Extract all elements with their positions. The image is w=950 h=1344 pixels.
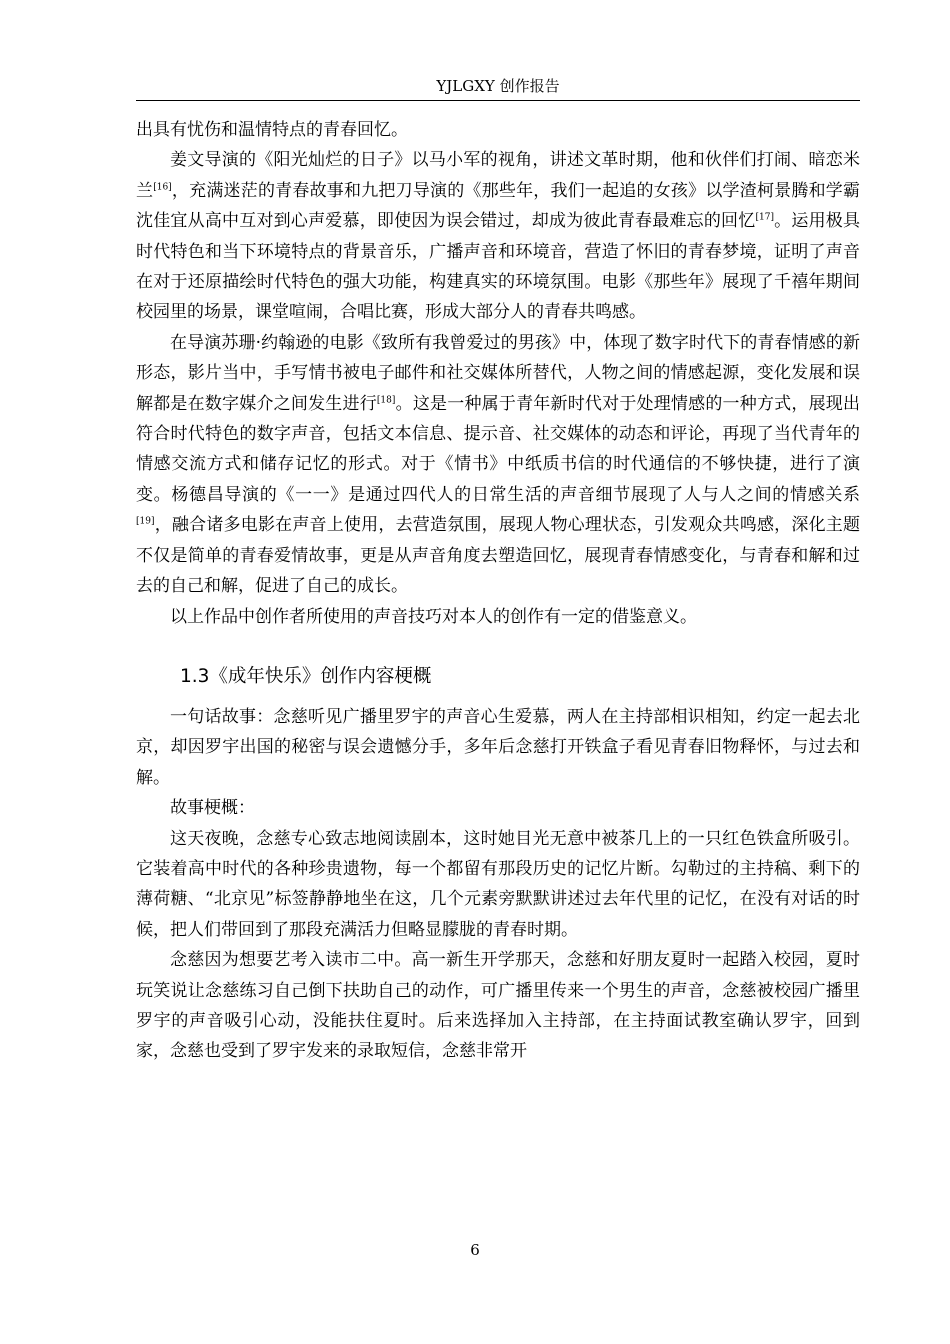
section-heading: 1.3《成年快乐》创作内容梗概 <box>180 665 432 687</box>
running-header: YJLGXY 创作报告 <box>436 77 560 95</box>
paragraph-text: 故事梗概： <box>170 798 255 819</box>
paragraph <box>136 145 860 327</box>
paragraph <box>136 328 860 602</box>
paragraph-text: 出具有忧伤和温情特点的青春回忆。 <box>136 120 408 140</box>
paragraph-text: 念慈因为想要艺考入读市二中。高一新生开学那天，念慈和好朋友夏时一起踏入校园，夏时玩笑说让念慈练习自己倒下扶助自己的动作，可广播里传来一个男生的声音，念慈被校园广播里罗宇的声音吸引心动，没能扶住夏时。后来选择加入主持部，在主持面试教室确认罗宇，回到家，念慈也受到了罗宇发来的录取短信，念慈非常开 <box>136 950 860 1062</box>
paragraph <box>136 945 860 1067</box>
citation-ref: [19] <box>136 516 155 527</box>
paragraph <box>136 115 860 145</box>
paragraph-text: 在导演苏珊·约翰逊的电影《致所有我曾爱过的男孩》中，体现了数字时代下的青春情感的新形态，影片当中，手写情书被电子邮件和社交媒体所替代，人物之间的情感起源，变化发展和误解都是在数字媒介之间发生进行 <box>136 332 860 414</box>
paragraph-text: ，充满迷茫的青春故事和九把刀导演的《那些年，我们一起追的女孩》以学渣柯景腾和学霸沈佳宜从高中互对到心声爱慕，即使因为误会错过，却成为彼此青春最难忘的回忆 <box>136 180 861 232</box>
paragraphs-after-section <box>136 702 860 1067</box>
paragraph-text: 这天夜晚，念慈专心致志地阅读剧本，这时她目光无意中被茶几上的一只红色铁盒所吸引。它装着高中时代的各种珍贵遗物，每一个都留有那段历史的记忆片断。勾勒过的主持稿、剩下的薄荷糖、“北京见”标签静静地坐在这，几个元素旁默默讲述过去年代里的记忆，在没有对话的时候，把人们带回到了那段充满活力但略显朦胧的青春时期。 <box>136 828 860 940</box>
paragraph-text: ，融合诸多电影在声音上使用，去营造氛围，展现人物心理状态，引发观众共鸣感，深化主题不仅是简单的青春爱情故事，更是从声音角度去塑造回忆，展现青春情感变化，与青春和解和过去的自己和解，促进了自己的成长。 <box>136 515 860 597</box>
paragraphs-before-section <box>136 115 860 632</box>
page-number: 6 <box>470 1241 480 1259</box>
paragraph-text: 。运用极具时代特色和当下环境特点的背景音乐，广播声音和环境音，营造了怀旧的青春梦境，证明了声音在对于还原描绘时代特色的强大功能，构建真实的环境氛围。电影《那些年》展现了千禧年期间校园里的场景，课堂喧闹，合唱比赛，形成大部分人的青春共鸣感。 <box>136 211 861 323</box>
document-body <box>136 115 860 1067</box>
paragraph <box>136 702 860 793</box>
paragraph <box>136 602 860 632</box>
citation-ref: [17] <box>755 212 774 223</box>
header-rule <box>136 100 860 101</box>
paragraph <box>136 793 860 823</box>
paragraph <box>136 824 860 946</box>
paragraph-text: 一句话故事：念慈听见广播里罗宇的声音心生爱慕，两人在主持部相识相知，约定一起去北京，却因罗宇出国的秘密与误会遗憾分手，多年后念慈打开铁盒子看见青春旧物释怀，与过去和解。 <box>136 706 860 788</box>
citation-ref: [16] <box>153 182 172 193</box>
paragraph-text: 。这是一种属于青年新时代对于处理情感的一种方式，展现出符合时代特色的数字声音，包括文本信息、提示音、社交媒体的动态和评论，再现了当代青年的情感交流方式和储存记忆的形式。对于《情书》中纸质书信的时代通信的不够快捷，进行了演变。杨德昌导演的《一一》是通过四代人的日常生活的声音细节展现了人与人之间的情感关系 <box>136 393 861 505</box>
paragraph-text: 姜文导演的《阳光灿烂的日子》以马小军的视角，讲述文革时期，他和伙伴们打闹、暗恋米兰 <box>136 150 860 201</box>
citation-ref: [18] <box>376 395 396 405</box>
paragraph-text: 以上作品中创作者所使用的声音技巧对本人的创作有一定的借鉴意义。 <box>170 606 697 627</box>
